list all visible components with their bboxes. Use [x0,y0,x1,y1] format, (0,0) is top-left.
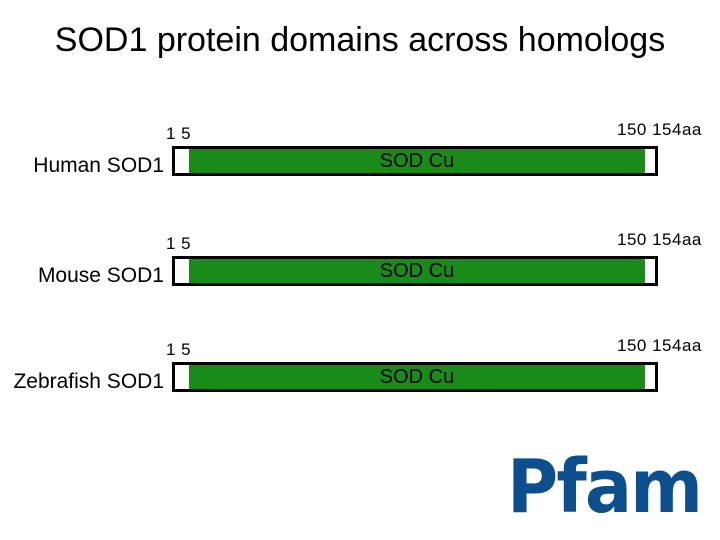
start-positions: 1 5 [166,234,192,253]
domain-label: SOD Cu [379,366,455,388]
start-positions: 1 5 [166,124,192,143]
protein-bar [172,362,658,392]
protein-bar [172,146,658,176]
start-positions: 1 5 [166,340,192,359]
protein-row-zebrafish [0,336,720,396]
pfam-logo [504,452,704,524]
end-positions: 150 154aa [617,230,702,249]
diagram-title: SOD1 protein domains across homologs [54,21,666,59]
end-positions: 150 154aa [617,336,702,355]
end-positions: 150 154aa [617,120,702,139]
domain-label: SOD Cu [379,260,455,282]
domain-sod-cu [189,149,645,173]
domain-label: SOD Cu [379,150,455,172]
protein-row-mouse [0,230,720,290]
protein-label: Human SOD1 [33,154,164,177]
domain-sod-cu [189,259,645,283]
protein-label: Mouse SOD1 [37,264,164,287]
protein-label: Zebrafish SOD1 [13,370,164,393]
domain-sod-cu [189,365,645,389]
protein-row-human [0,120,720,180]
pfam-logo-graphic [504,452,704,524]
protein-bar [172,256,658,286]
svg-text:Pfam: Pfam [507,452,701,524]
